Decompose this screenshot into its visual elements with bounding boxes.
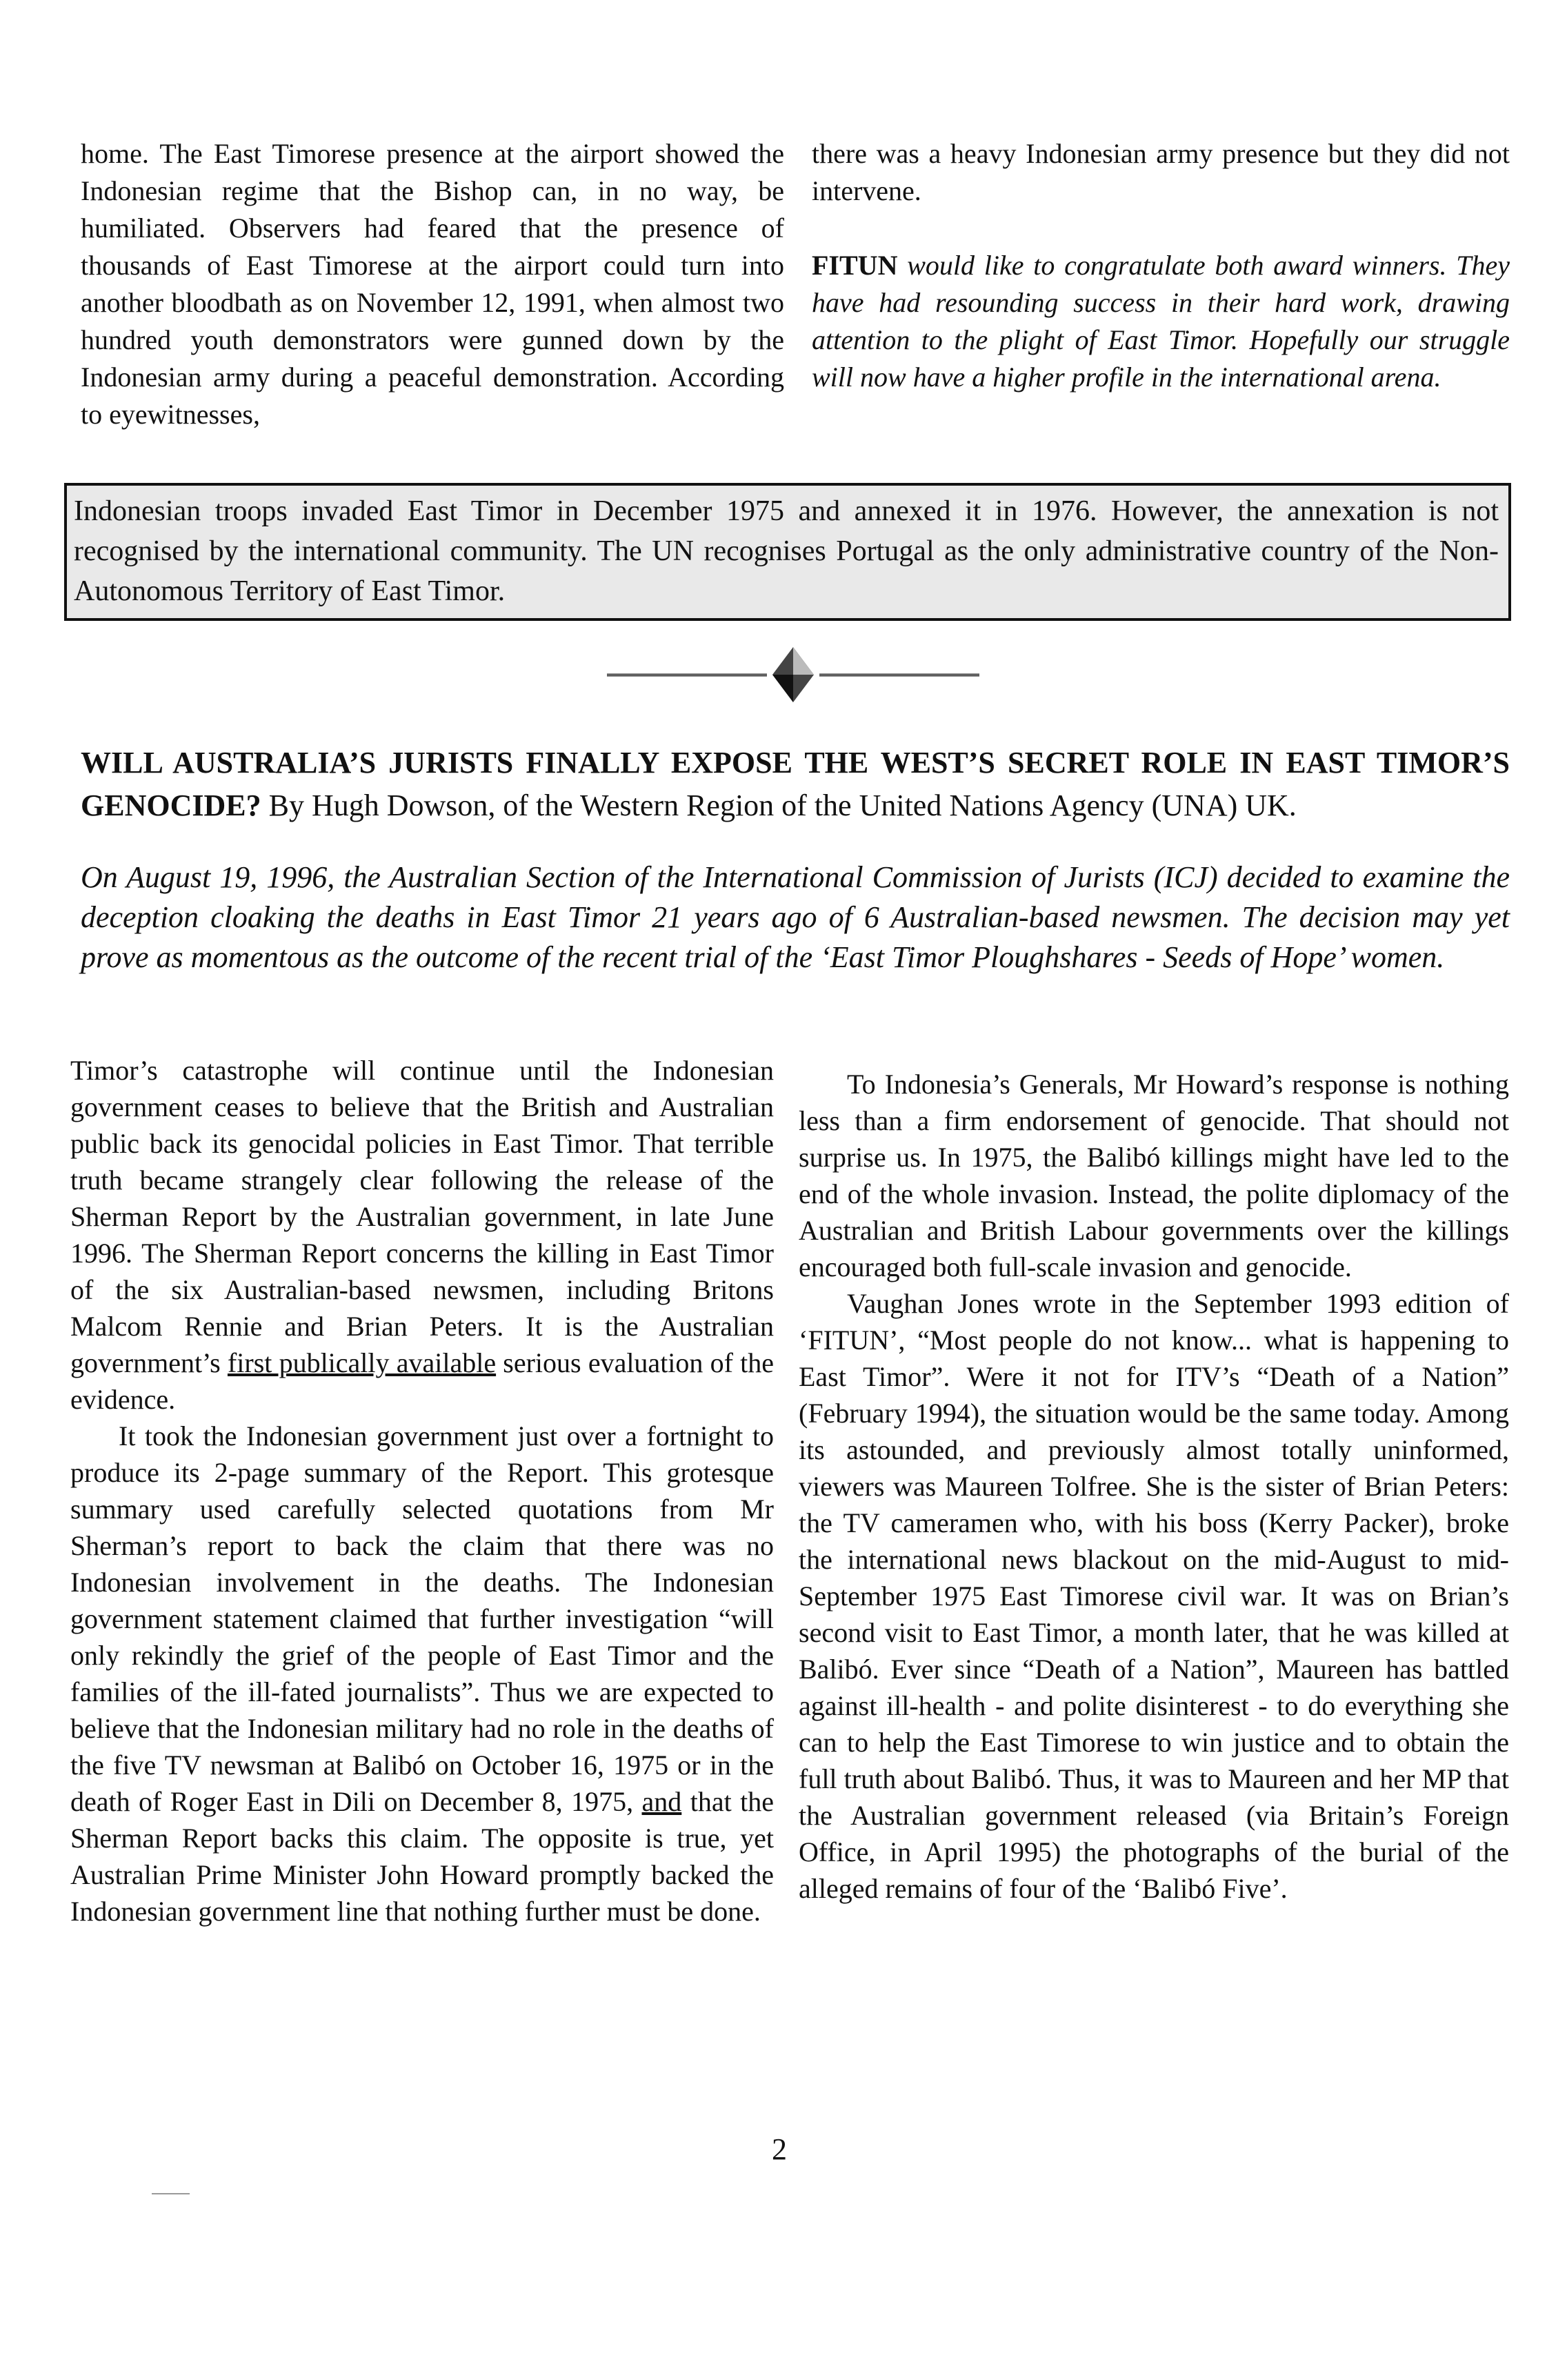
top-left-paragraph: home. The East Timorese presence at the airport showed the Indonesian regime that the Bishop can, in no way, be humiliated. Observers had feared that the presence of thousands of East Timorese at the airport could turn into another bloodbath as on November 12, 1991, when almost two hundred youth demonstrators were gunned down by the Indonesian army during a peaceful demonstration. According to eyewitnesses, bbox=[81, 138, 784, 430]
top-right-column bbox=[812, 135, 1510, 396]
page-number: 2 bbox=[772, 2132, 787, 2166]
body-right-paragraph-1: To Indonesia’s Generals, Mr Howard’s response is nothing less than a firm endorsement of genocide. That should not surprise us. In 1975, the Balibó killings might have led to the end of the whole invasion. Instead, the polite diplomacy of the Australian and British Labour governments over the killings encouraged both full-scale invasion and genocide. bbox=[799, 1069, 1509, 1282]
top-left-column bbox=[81, 135, 784, 433]
headline-title: WILL AUSTRALIA’S JURISTS FINALLY EXPOSE THE WEST’S SECRET ROLE IN EAST TIMOR’S GENOCIDE? bbox=[81, 746, 1510, 822]
fitun-name: FITUN bbox=[812, 250, 898, 281]
article-headline bbox=[81, 742, 1510, 827]
notice-box bbox=[64, 483, 1511, 621]
top-right-paragraph: there was a heavy Indonesian army presence but they did not intervene. bbox=[812, 138, 1510, 206]
body-left-paragraph-2: It took the Indonesian government just over a fortnight to produce its 2-page summary of the Report. This grotesque summary used carefully selected quotations from Mr Sherman’s report to back the claim that there was no Indonesian involvement in the deaths. The Indonesian government statement claimed that further investigation “will only rekindly the grief of the people of East Timor and the families of the ill-fated journalists”. Thus we are expected to believe that the Indonesian military had no role in the deaths of the five TV newsman at Balibó on October 16, 1975 or in the death of Roger East in Dili on December 8, 1975, and that the Sherman Report backs this claim. The opposite is true, yet Australian Prime Minister John Howard promptly backed the Indonesian government line that nothing further must be done. bbox=[70, 1420, 774, 1927]
underlined-phrase: first publically available bbox=[227, 1347, 497, 1378]
article-lead bbox=[81, 857, 1510, 978]
byline: By Hugh Dowson, of the Western Region of the United Nations Agency (UNA) UK. bbox=[261, 789, 1297, 822]
divider-line-right bbox=[819, 673, 979, 677]
body-right-column bbox=[799, 1066, 1509, 1907]
divider-line-left bbox=[607, 673, 767, 677]
notice-text: Indonesian troops invaded East Timor in December 1975 and annexed it in 1976. However, the annexation is not recognised by the international community. The UN recognises Portugal as the only administrative country of the Non-Autonomous Territory of East Timor. bbox=[74, 495, 1499, 607]
congratulation-paragraph bbox=[812, 247, 1510, 396]
diamond-icon bbox=[772, 647, 814, 702]
body-right-paragraph-2: Vaughan Jones wrote in the September 1993 edition of ‘FITUN’, “Most people do not know... what is happening to East Timor”. Were it not for ITV’s “Death of a Nation” (February 1994), the situation would be the same today. Among its astounded, and previously almost totally uninformed, viewers was Maureen Tolfree. She is the sister of Brian Peters: the TV cameramen who, with his boss (Kerry Packer), broke the international news blackout on the mid-August to mid-September 1975 East Timorese civil war. It was on Brian’s second visit to East Timor, a month later, that he was killed at Balibó. Ever since “Death of a Nation”, Maureen has battled against ill-health - and polite disinterest - to do everything she can to help the East Timorese to win justice and to obtain the full truth about Balibó. Thus, it was to Maureen and her MP that the Australian government released (via Britain’s Foreign Office, in April 1995) the photographs of the burial of the alleged remains of four of the ‘Balibó Five’. bbox=[799, 1288, 1509, 1904]
lead-text: On August 19, 1996, the Australian Section of the International Commission of Jurists (ICJ) decided to examine the deception cloaking the deaths in East Timor 21 years ago of 6 Australian-based newsmen. The decision may yet prove as momentous as the outcome of the recent trial of the ‘East Timor Ploughshares - Seeds of Hope’ women. bbox=[81, 860, 1510, 974]
body-left-paragraph-1: Timor’s catastrophe will continue until the Indonesian government ceases to believe that the British and Australian public back its genocidal policies in East Timor. That terrible truth became strangely clear following the release of the Sherman Report by the Australian government, in late June 1996. The Sherman Report concerns the killing in East Timor of the six Australian-based newsmen, including Britons Malcom Rennie and Brian Peters. It is the Australian government’s first publically available serious evaluation of the evidence. bbox=[70, 1055, 775, 1415]
ornament-divider bbox=[607, 635, 979, 717]
body-left-column bbox=[70, 1052, 774, 1930]
congratulation-text: would like to congratulate both award winners. They have had resounding success in their hard work, drawing attention to the plight of East Timor. Hopefully our struggle will now have a higher profile in the international arena. bbox=[812, 250, 1510, 393]
scan-speck bbox=[152, 2190, 193, 2197]
underlined-and: and bbox=[641, 1786, 682, 1817]
